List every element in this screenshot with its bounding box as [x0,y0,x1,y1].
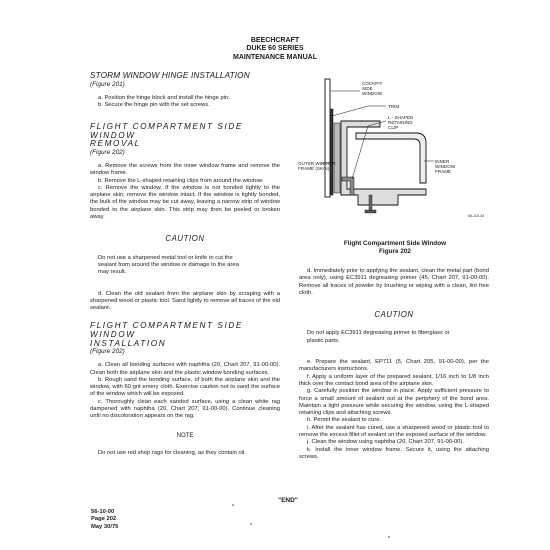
caution-heading: CAUTION [165,234,205,244]
inner-window-frame [356,133,426,183]
page-footer [91,509,118,531]
window-pane [325,79,330,197]
header-brand: BEECHCRAFT [250,37,300,44]
caution-heading-2: CAUTION [374,310,414,320]
end-marker: "END" [278,497,298,504]
figure-ref-202-removal: (Figure 202) [90,148,125,156]
step-b-installation: b. Rough sand the bonding surface, of both the airplane skin and the window, with 60 grit emery cloth. Exercise caution not to sand the surface of the window which will be exposed. [90,376,280,398]
trim-strip [330,109,333,195]
left-column [90,72,280,457]
step-e-installation: e. Prepare the sealant, EP711 (5, Chart 205, 91-00-00), per the manufacturers instructions. [299,359,489,373]
svg-text:COCKPIT: COCKPIT [362,81,383,86]
caution-text: Do not use a sharpened metal tool or knife to cut the sealant from around the window or damage to the area may result. [98,254,239,276]
step-g-installation: g. Carefully position the window in place. Apply sufficient pressure to force a small amount of sealant out at the periphery of the bond area. Maintain a light pressure while securing the window, using the L-shaped retaining clips and attaching screws. [299,388,489,417]
section-title-removal-l1: FLIGHT COMPARTMENT SIDE WINDOW [90,122,243,140]
figure-caption [298,240,492,255]
section-title-removal-l2: REMOVAL [90,139,141,149]
scan-speck [388,536,390,538]
section-title-hinge: STORM WINDOW HINGE INSTALLATION [90,71,250,80]
svg-text:CLIP: CLIP [388,125,399,130]
svg-text:FRAME: FRAME [435,169,452,174]
caution-text-2: Do not apply EC3911 degreasing primer to fiberglass or plastic parts. [307,330,450,344]
svg-text:FRAME (SKIN): FRAME (SKIN) [298,166,330,171]
step-a-hinge: a. Position the hinge block and install the hinge pin. [98,94,230,101]
step-d-installation: d. Immediately prior to applying the sealant, clean the metal part (bond area only), using EC3911 degreasing primer (45, Chart 207, 91-00-00). Remove all traces of powder by brushing or wiping with a clean, lint free cloth. [299,268,489,296]
step-h-installation: h. Permit the sealant to cure. [307,417,382,424]
scan-speck [232,504,234,506]
section-title-installation-l2: INSTALLATION [90,338,167,348]
step-b-hinge: b. Secure the hinge pin with the set screws. [98,101,210,108]
svg-text:WINDOW: WINDOW [435,164,456,169]
right-column [299,268,489,461]
sealant-bond [334,123,340,193]
step-a-removal: a. Remove the screws from the inner window frame and remove the window frame. [90,162,280,177]
figure-caption-title: Flight Compartment Side Window [343,240,447,247]
svg-text:INNER: INNER [435,159,450,164]
svg-text:L - SHAPED: L - SHAPED [388,115,414,120]
svg-text:SIDE: SIDE [362,86,373,91]
page-number: Page 202 [91,516,117,523]
label-l-shaped-retaining-clip [388,115,414,130]
side-window-cross-section-diagram [298,71,492,241]
step-f-installation: f. Apply a uniform layer of the prepared sealant, 1/16 inch to 1/8 inch thick over the contact bond area of the airplane skin. [299,373,489,387]
svg-text:RETAINING: RETAINING [388,120,413,125]
step-j-installation: j. Clean the window using naphtha (20, Chart 207, 91-00-00). [307,439,464,446]
label-trim: TRIM [388,104,400,109]
header-manual-title: MAINTENANCE MANUAL [233,53,317,61]
step-b-removal: b. Remove the L-shaped retaining clips from around the window. [98,177,264,184]
svg-text:OUTER WINDOW: OUTER WINDOW [298,161,336,166]
figure-caption-number: Figure 202 [379,247,411,255]
chapter-code: 56-10-00 [91,509,115,515]
label-cockpit-side-window [362,81,383,96]
figure-ref-201: (Figure 201) [90,80,125,88]
step-k-installation: k. Install the inner window frame. Secure it, using the attaching screws. [299,446,489,460]
note-text: Do not use red shop rags for cleaning, as they contain oil. [98,449,246,456]
figure-ref-202-installation: (Figure 202) [90,348,125,356]
scan-speck [250,523,252,525]
step-c-installation: c. Thoroughly clean each sanded surface, using a clean white rag dampened with naphtha (20, Chart 207, 91-00-00). Continue cleaning until no discoloration appears on the rag. [90,398,280,420]
section-title-installation-l1: FLIGHT COMPARTMENT SIDE WINDOW [90,321,243,340]
svg-text:WINDOW: WINDOW [362,91,383,96]
revision-date: May 30/75 [91,523,119,530]
step-i-installation: i. After the sealant has cured, use a sharpened wood or plastic tool to remove the excess fillet of sealant on the exposed surface of the window. [299,424,489,439]
note-heading: NOTE [176,432,194,439]
figure-reference-number: 60-110-34 [468,214,485,218]
page-header [0,37,550,62]
header-model: DUKE 60 SERIES [246,45,304,53]
label-inner-window-frame [435,159,456,174]
step-c-removal: c. Remove the window. If the window is not bonded tightly to the airplane skin, remove the window intact. If the window is tightly bonded, the bulk of the window may be cut away, leaving a narrow strip of window bonded to the airplane skin. This strip may then be peeled or broken away. [90,184,280,221]
step-a-installation: a. Clean all bonding surfaces with naphtha (20, Chart 207, 91-00-00). Clean both the airplane skin and the plastic window bonding surfaces. [90,362,280,376]
step-d-removal: d. Clean the old sealant from the airplane skin by scraping with a sharpened wood or plastic tool. Sand lightly to remove all traces of the old sealant. [90,290,280,312]
